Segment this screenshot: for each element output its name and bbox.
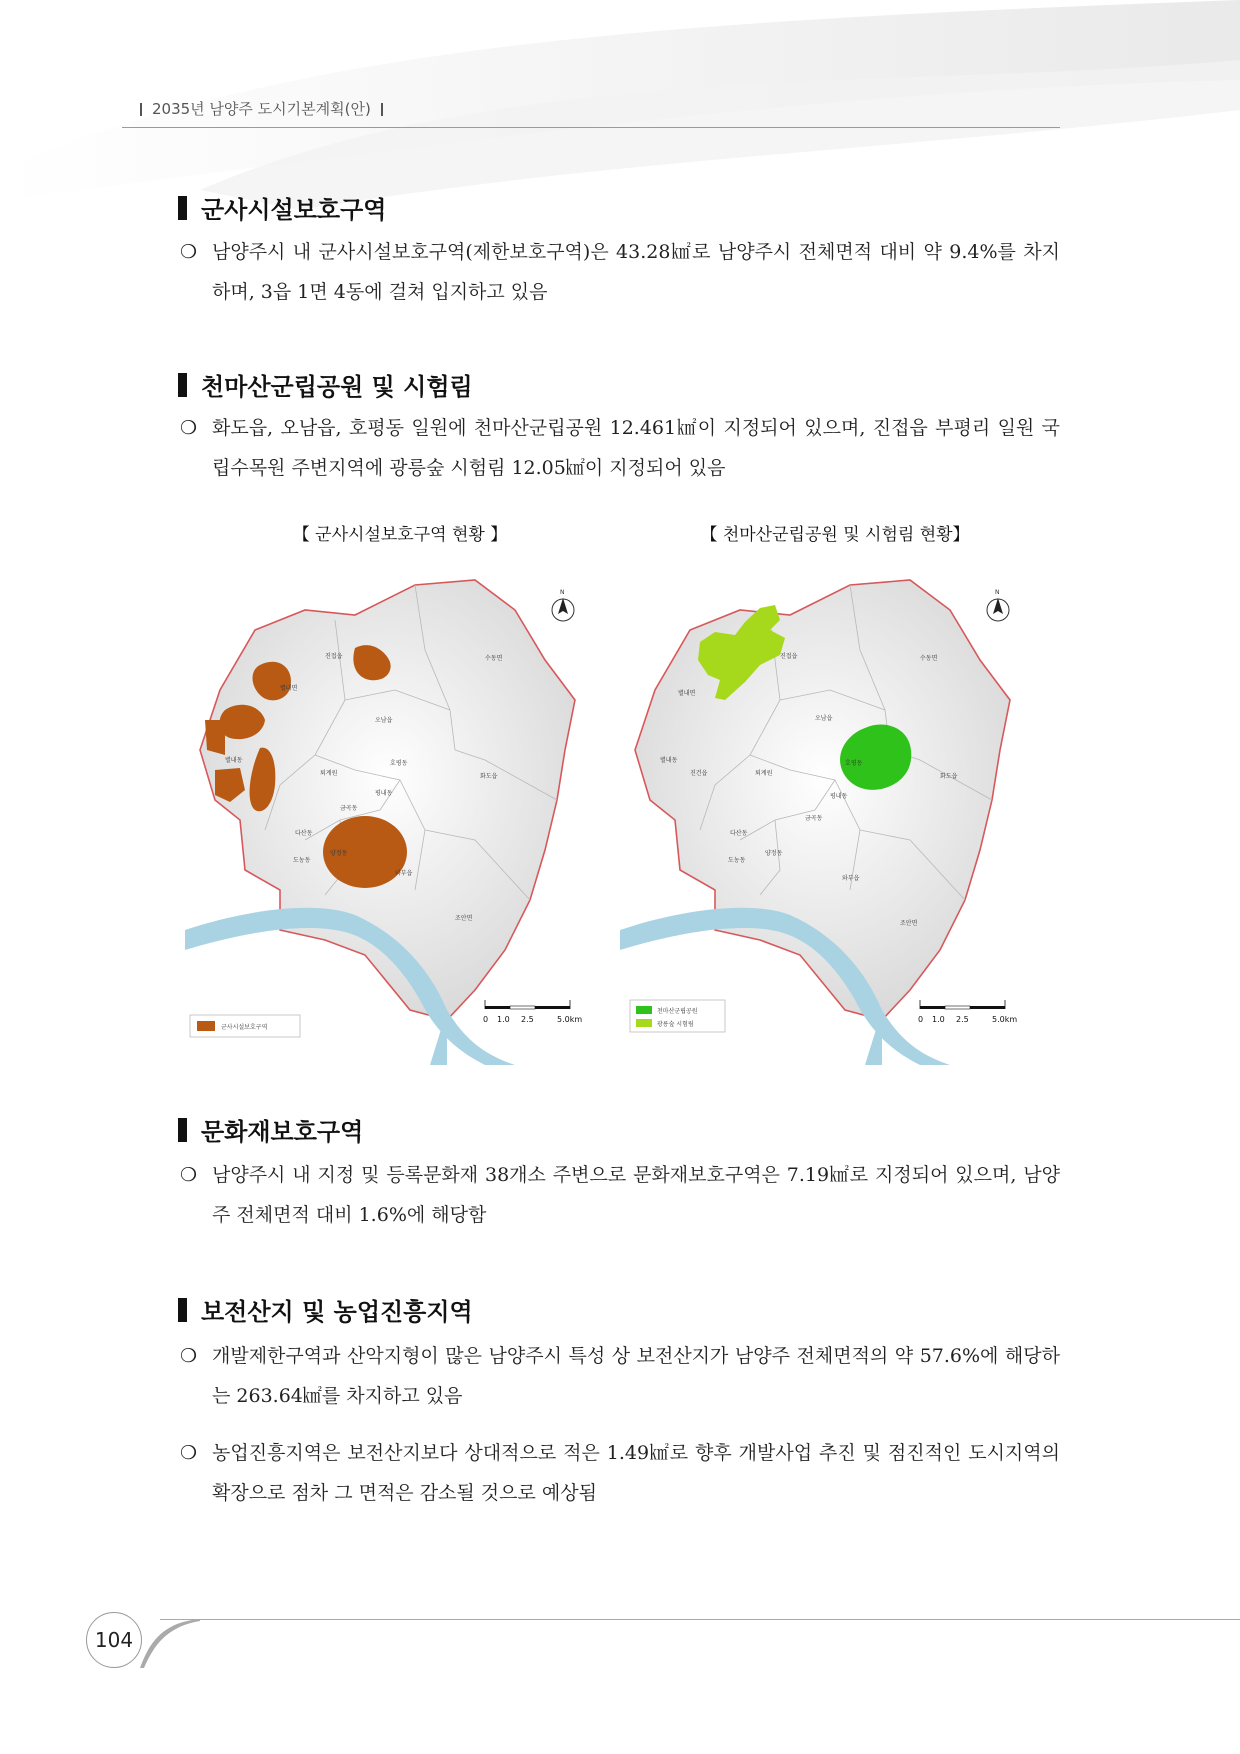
page-number: 104 [86,1612,142,1668]
bullet-icon: ❍ [180,417,198,439]
svg-text:다산동: 다산동 [730,830,748,837]
paragraph-text: 개발제한구역과 산악지형이 많은 남양주시 특성 상 보전산지가 남양주 전체면적의 약 57.6%에 해당하는 263.64㎢를 차지하고 있음 [212,1345,1060,1407]
section-title-text: 천마산군립공원 및 시험림 [201,373,473,401]
paragraph-text: 남양주시 내 군사시설보호구역(제한보호구역)은 43.28㎢로 남양주시 전체면적 대비 약 9.4%를 차지하며, 3읍 1면 4동에 걸쳐 입지하고 있음 [212,241,1060,303]
section-marker [178,196,187,220]
svg-text:1.0: 1.0 [497,1015,510,1024]
svg-text:양정동: 양정동 [765,850,783,857]
paragraph-cultural [180,1155,1060,1235]
north-arrow-icon [552,589,574,621]
scale-bar [918,1000,1017,1024]
header-title: 2035년 남양주 도시기본계획(안) [152,100,371,118]
paragraph-military [180,232,1060,312]
svg-text:별내면: 별내면 [678,690,696,697]
legend-military: 군사시설보호구역 [221,1024,268,1031]
paragraph-text: 남양주시 내 지정 및 등록문화재 38개소 주변으로 문화재보호구역은 7.19㎢로 지정되어 있으며, 남양주 전체면적 대비 1.6%에 해당함 [212,1164,1060,1226]
svg-text:퇴계원: 퇴계원 [755,770,773,777]
section-title-military [178,190,386,225]
bullet-icon: ❍ [180,1442,198,1464]
north-arrow-icon [987,589,1009,621]
svg-text:퇴계원: 퇴계원 [320,770,338,777]
section-marker [178,373,187,397]
header-divider [381,103,383,116]
paragraph-park [180,408,1060,488]
legend-park: 천마산군립공원 [657,1008,698,1015]
section-title-text: 문화재보호구역 [201,1118,364,1146]
header-divider [140,103,142,116]
svg-text:도농동: 도농동 [293,857,311,864]
paragraph-mountain [180,1336,1060,1416]
svg-text:2.5: 2.5 [521,1015,534,1024]
paragraph-text: 농업진흥지역은 보전산지보다 상대적으로 적은 1.49㎢로 향후 개발사업 추진 및 점진적인 도시지역의 확장으로 점차 그 면적은 감소될 것으로 예상됨 [212,1442,1060,1504]
bullet-icon: ❍ [180,1164,198,1186]
svg-text:다산동: 다산동 [295,830,313,837]
map-park-forest [620,570,1050,1065]
map-legend [190,1015,300,1037]
section-title-text: 군사시설보호구역 [201,196,387,224]
svg-text:진건읍: 진건읍 [690,770,708,777]
section-marker [178,1298,187,1322]
svg-text:조안면: 조안면 [900,920,918,927]
running-header [130,98,1060,119]
svg-text:별내면: 별내면 [280,685,298,692]
svg-text:평내동: 평내동 [830,793,848,800]
svg-text:와부읍: 와부읍 [842,875,860,882]
svg-text:호평동: 호평동 [845,760,863,767]
svg-text:도농동: 도농동 [728,857,746,864]
svg-text:2.5: 2.5 [956,1015,969,1024]
header-rule [122,127,1060,128]
svg-text:0: 0 [918,1015,924,1024]
svg-text:오남읍: 오남읍 [375,717,393,724]
svg-text:오남읍: 오남읍 [815,715,833,722]
legend-forest: 광릉숲 시험림 [657,1021,694,1028]
svg-text:화도읍: 화도읍 [940,773,958,780]
bullet-icon: ❍ [180,241,198,263]
section-marker [178,1118,187,1142]
svg-text:금곡동: 금곡동 [340,805,358,812]
map-military-zones [185,570,615,1065]
svg-text:양정동: 양정동 [330,850,348,857]
svg-text:평내동: 평내동 [375,790,393,797]
svg-text:N: N [560,589,565,596]
svg-text:조안면: 조안면 [455,915,473,922]
footer-rule [160,1619,1240,1620]
map-caption-military: 【 군사시설보호구역 현황 】 [292,525,508,545]
section-title-park [178,367,473,402]
svg-text:수동면: 수동면 [485,655,503,662]
svg-text:5.0km: 5.0km [992,1015,1018,1024]
svg-text:호평동: 호평동 [390,760,408,767]
section-title-mountain-farm [178,1292,473,1327]
svg-text:와부읍: 와부읍 [395,870,413,877]
svg-text:진접읍: 진접읍 [780,653,798,660]
section-title-text: 보전산지 및 농업진흥지역 [201,1298,473,1326]
section-title-cultural [178,1112,363,1147]
svg-text:화도읍: 화도읍 [480,773,498,780]
svg-text:0: 0 [483,1015,489,1024]
bullet-icon: ❍ [180,1345,198,1367]
svg-text:진접읍: 진접읍 [325,653,343,660]
paragraph-farm [180,1433,1060,1513]
svg-text:수동면: 수동면 [920,655,938,662]
scale-bar [483,1000,582,1024]
paragraph-text: 화도읍, 오남읍, 호평동 일원에 천마산군립공원 12.461㎢이 지정되어 있으며, 진접읍 부평리 일원 국립수목원 주변지역에 광릉숲 시험림 12.05㎢이 지정되어 있음 [212,417,1060,479]
svg-text:별내동: 별내동 [660,757,678,764]
svg-text:금곡동: 금곡동 [805,815,823,822]
svg-text:5.0km: 5.0km [557,1015,583,1024]
map-caption-park: 【 천마산군립공원 및 시험림 현황】 [700,525,970,545]
svg-text:별내동: 별내동 [225,757,243,764]
map-legend [630,1000,725,1032]
svg-text:N: N [995,589,1000,596]
svg-text:1.0: 1.0 [932,1015,945,1024]
